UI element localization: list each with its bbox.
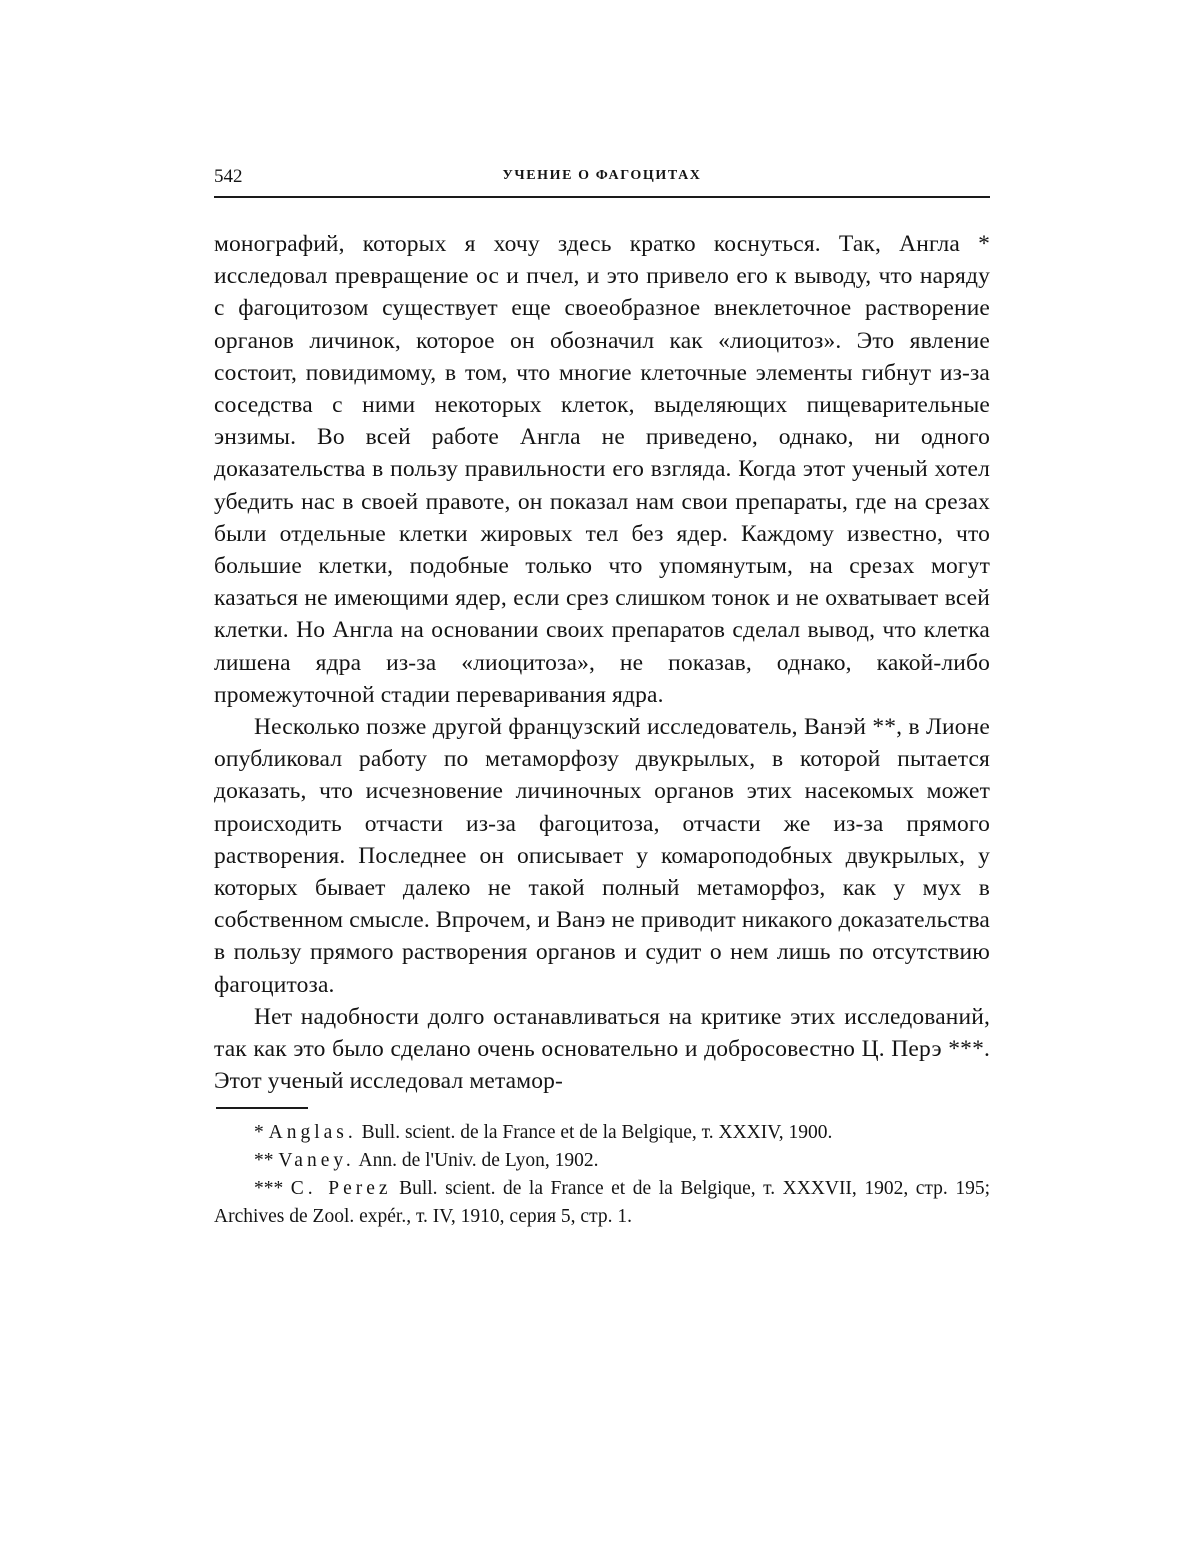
footnote [214, 1119, 990, 1147]
main-text [214, 228, 990, 1097]
footnote-author: Vaney. [278, 1150, 354, 1171]
footnote-marker: *** [254, 1178, 283, 1199]
footnote-author: C. Perez [291, 1178, 392, 1199]
footnote [214, 1175, 990, 1231]
book-page [214, 164, 990, 1231]
page-number: 542 [214, 166, 243, 188]
footnote-text: Bull. scient. de la France et de la Belgique, т. XXXVII, 1902, стр. 195; Archives de Zool. expér., т. IV, 1910, серия 5, стр. 1. [214, 1178, 990, 1227]
footnote [214, 1147, 990, 1175]
footnote-marker: * [254, 1122, 264, 1143]
chapter-title: УЧЕНИЕ О ФАГОЦИТАХ [214, 168, 990, 184]
footnote-divider [216, 1107, 308, 1109]
running-header [214, 164, 990, 198]
paragraph: Несколько позже другой французский исследователь, Ванэй **, в Лионе опубликовал работу по метаморфозу двукрылых, в которой пытается доказать, что исчезновение личиночных органов этих насекомых может происходить отчасти из-за фагоцитоза, отчасти же из-за прямого растворения. Последнее он описывает у комароподобных двукрылых, у которых бывает далеко не такой полный метаморфоз, как у мух в собственном смысле. Впрочем, и Ванэ не приводит никакого доказательства в пользу прямого растворения органов и судит о нем лишь по отсутствию фагоцитоза. [214, 711, 990, 1001]
paragraph: Нет надобности долго останавливаться на критике этих исследований, так как это было сделано очень основательно и добросовестно Ц. Перэ ***. Этот ученый исследовал метамор- [214, 1001, 990, 1098]
footnote-text: Bull. scient. de la France et de la Belgique, т. XXXIV, 1900. [362, 1122, 833, 1143]
footnotes [214, 1119, 990, 1231]
footnote-marker: ** [254, 1150, 274, 1171]
footnote-text: Ann. de l'Univ. de Lyon, 1902. [359, 1150, 599, 1171]
paragraph: монографий, которых я хочу здесь кратко коснуться. Так, Англа * исследовал превращение ос и пчел, и это привело его к выводу, что наряду с фагоцитозом существует еще своеобразное внеклеточное растворение органов личинок, которое он обозначил как «лиоцитоз». Это явление состоит, повидимому, в том, что многие клеточные элементы гибнут из-за соседства с ними некоторых клеток, выделяющих пищеварительные энзимы. Во всей работе Англа не приведено, однако, ни одного доказательства в пользу правильности его взгляда. Когда этот ученый хотел убедить нас в своей правоте, он показал нам свои препараты, где на срезах были отдельные клетки жировых тел без ядер. Каждому известно, что большие клетки, подобные только что упомянутым, на срезах могут казаться не имеющими ядер, если срез слишком тонок и не охватывает всей клетки. Но Англа на основании своих препаратов сделал вывод, что клетка лишена ядра из-за «лиоцитоза», не показав, однако, какой-либо промежуточной стадии переваривания ядра. [214, 228, 990, 711]
footnote-author: Anglas. [269, 1122, 357, 1143]
